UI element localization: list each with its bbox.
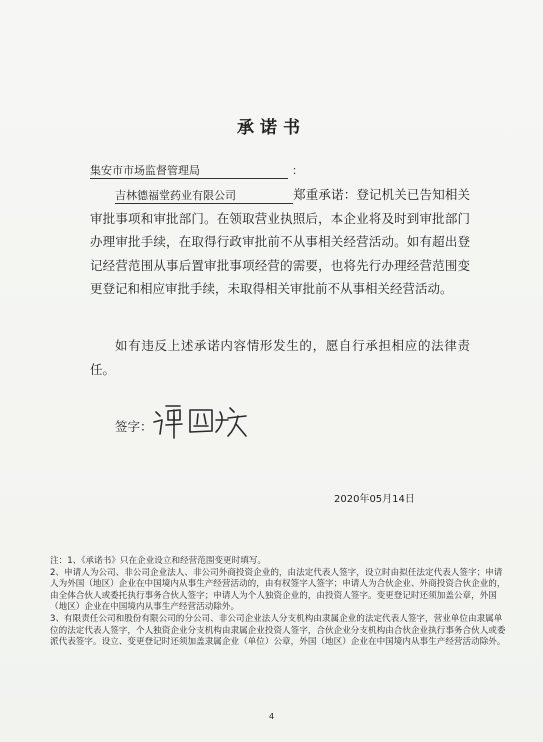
commitment-text-1: 郑重承诺：登记机关已告知相关审批事项和审批部门。在领取营业执照后，本企业将及时到审批部门办理审批手续，在取得行政审批前不从事相关经营活动。如有超出登记经营范围从事后置审批事项经营的需要，也将先行办理经营范围变更登记和相应审批手续，未取得相关审批前不从事相关经营活动。 <box>90 187 470 296</box>
note-2: 2、申请人为公司、非公司企业法人、非公司外商投资企业的，由法定代表人签字，设立时由拟任法定代表人签字；申请人为外国（地区）企业在中国境内从事生产经营活动的，由有权签字人签字；申请人为合伙企业、外商投资合伙企业的，由全体合伙人或委托执行事务合伙人签字；申请人为个人独资企业的，由投资人签字。变更登记时还须加盖公章，外国（地区）企业在中国境内从事生产经营活动除外。 <box>50 567 506 613</box>
document-title: 承诺书 <box>237 118 306 138</box>
addressee-name: 集安市市场监督管理局 <box>90 162 288 179</box>
note-3: 3、有限责任公司和股份有限公司的分公司、非公司企业法人分支机构由隶属企业的法定代表人签字，营业单位由隶属单位的法定代表人签字，个人独资企业分支机构由隶属企业投资人签字，合伙企业分支机构由合伙企业执行事务合伙人或委派代表签字。设立、变更登记时还须加盖隶属企业（单位）公章，外国（地区）企业在中国境内从事生产经营活动除外。 <box>50 613 506 648</box>
note-1: 注：1、《承诺书》只在企业设立和经营范围变更时填写。 <box>50 556 267 566</box>
addressee-line <box>90 162 303 179</box>
addressee-colon: ： <box>292 164 303 177</box>
date: 2020年05月14日 <box>334 494 415 505</box>
company-name: 吉林德福堂药业有限公司 <box>115 189 293 204</box>
commitment-paragraph-1 <box>90 183 470 301</box>
handwritten-signature <box>150 398 250 442</box>
notes-section <box>50 556 508 649</box>
commitment-paragraph-2: 如有违反上述承诺内容情形发生的，愿自行承担相应的法律责任。 <box>90 338 470 377</box>
page-number: 4 <box>268 712 275 721</box>
signature-label: 签字： <box>115 419 153 434</box>
